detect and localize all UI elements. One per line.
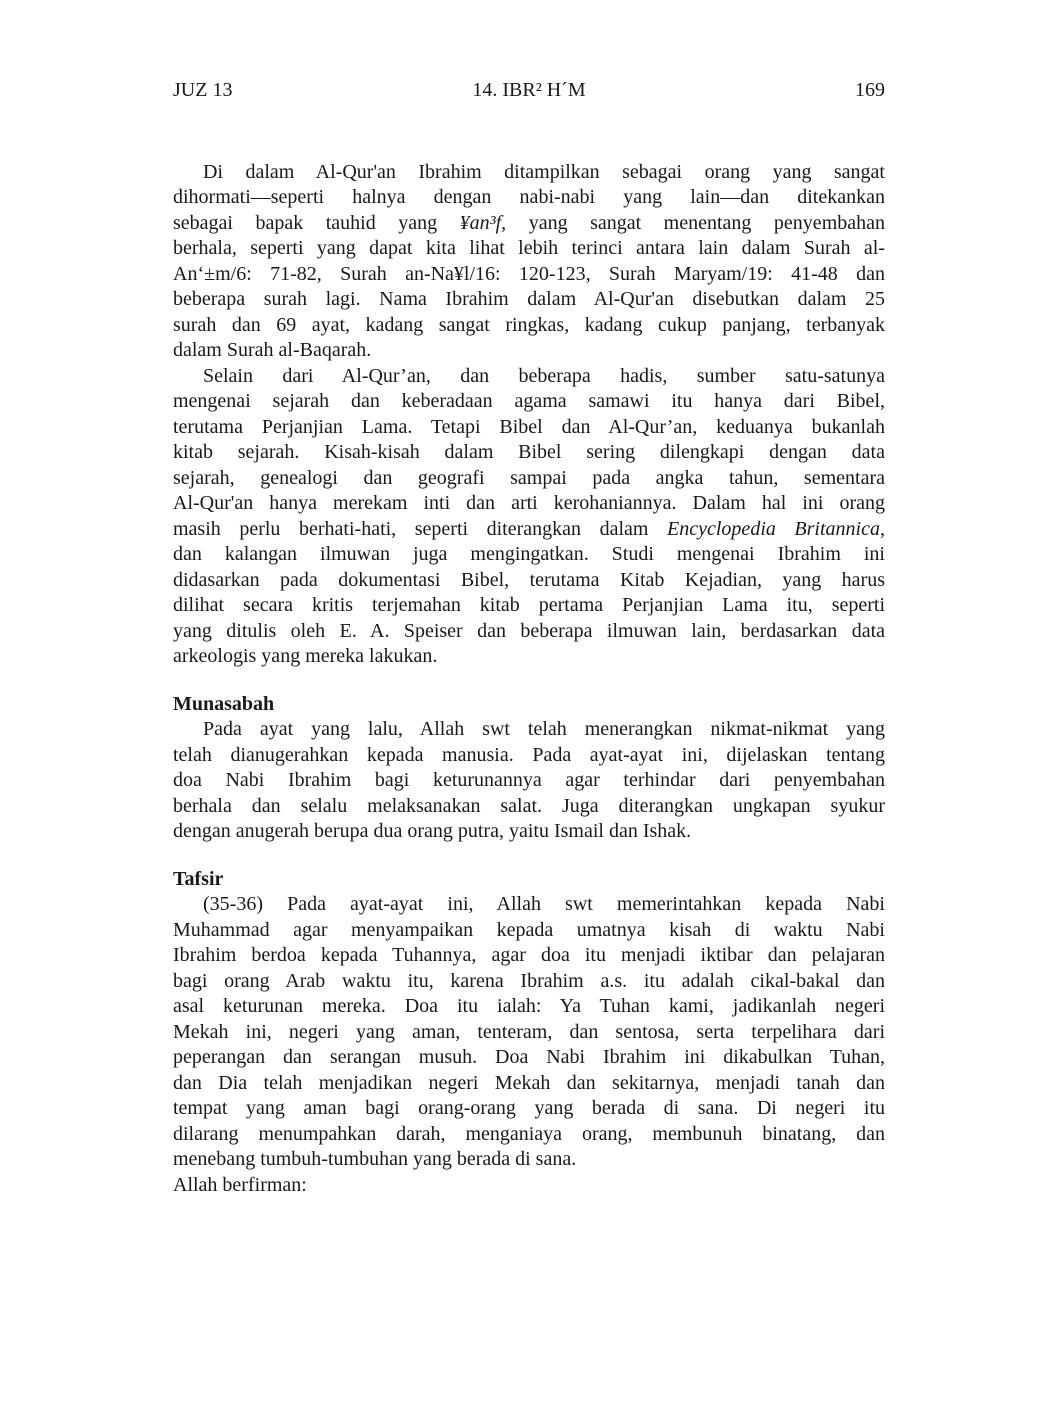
text-line: terutama Perjanjian Lama. Tetapi Bibel dan Al-Qur’an, keduanya bukanlah (173, 415, 885, 438)
text-line: surah dan 69 ayat, kadang sangat ringkas, kadang cukup panjang, terbanyak (173, 313, 885, 336)
text-line: Al-Qur'an hanya merekam inti dan arti kerohaniannya. Dalam hal ini orang (173, 492, 885, 514)
header-surah-title: 14. IBR² H´M (472, 79, 586, 101)
heading-munasabah: Munasabah (173, 692, 275, 715)
closing-line (173, 1173, 885, 1199)
text-line: Muhammad agar menyampaikan kepada umatnya kisah di waktu Nabi (173, 918, 885, 941)
text-line: beberapa surah lagi. Nama Ibrahim dalam Al-Qur'an disebutkan dalam 25 (173, 288, 885, 310)
text-line: asal keturunan mereka. Doa itu ialah: Ya Tuhan kami, jadikanlah negeri (173, 995, 885, 1017)
text-line: Pada ayat yang lalu, Allah swt telah menerangkan nikmat-nikmat yang (203, 718, 885, 740)
text-line: doa Nabi Ibrahim bagi keturunannya agar terhindar dari penyembahan (173, 769, 885, 791)
text-line: dalam Surah al-Baqarah. (173, 339, 372, 361)
text-line: Selain dari Al-Qur’an, dan beberapa hadis, sumber satu-satunya (203, 364, 885, 387)
content (173, 160, 885, 1199)
text-line: dilihat secara kritis terjemahan kitab pertama Perjanjian Lama itu, seperti (173, 594, 885, 616)
text-line: yang ditulis oleh E. A. Speiser dan beberapa ilmuwan lain, berdasarkan data (173, 619, 885, 642)
text-line: dilarang menumpahkan darah, menganiaya orang, membunuh binatang, dan (173, 1122, 885, 1145)
text-line: dan kalangan ilmuwan juga mengingatkan. Studi mengenai Ibrahim ini (173, 543, 885, 565)
text-line: dan Dia telah menjadikan negeri Mekah dan sekitarnya, menjadi tanah dan (173, 1071, 885, 1094)
text-line: dengan anugerah berupa dua orang putra, yaitu Ismail dan Ishak. (173, 820, 692, 842)
text-line: kitab sejarah. Kisah-kisah dalam Bibel sering dilengkapi dengan data (173, 441, 885, 463)
text-line: tempat yang aman bagi orang-orang yang berada di sana. Di negeri itu (173, 1097, 885, 1119)
text-line: didasarkan pada dokumentasi Bibel, terutama Kitab Kejadian, yang harus (173, 568, 885, 591)
text-line: mengenai sejarah dan keberadaan agama samawi itu hanya dari Bibel, (173, 390, 885, 412)
text-line: arkeologis yang mereka lakukan. (173, 645, 438, 667)
text-line: menebang tumbuh-tumbuhan yang berada di sana. (173, 1148, 577, 1170)
tafsir-paragraph (173, 892, 885, 1173)
text-line: sejarah, genealogi dan geografi sampai pada angka tahun, sementara (173, 466, 885, 489)
header-juz-label: JUZ 13 (173, 79, 233, 101)
text-line: sebagai bapak tauhid yang ¥an³f, yang sangat menentang penyembahan (173, 211, 885, 234)
text-line: berhala, seperti yang dapat kita lihat lebih terinci antara lain dalam Surah al- (173, 237, 885, 259)
munasabah-paragraph (173, 717, 885, 845)
heading-tafsir: Tafsir (173, 867, 224, 890)
text-line: dihormati—seperti halnya dengan nabi-nabi yang lain—dan ditekankan (173, 186, 885, 208)
text-area (173, 78, 885, 1198)
text-line: telah dianugerahkan kepada manusia. Pada ayat-ayat ini, dijelaskan tentang (173, 743, 885, 766)
header-page-number: 169 (855, 79, 885, 101)
text-line: peperangan dan serangan musuh. Doa Nabi Ibrahim ini dikabulkan Tuhan, (173, 1046, 885, 1068)
page-header (173, 78, 885, 104)
text-line: An‘±m/6: 71-82, Surah an-Na¥l/16: 120-123, Surah Maryam/19: 41-48 dan (173, 262, 885, 285)
text-line: (35-36) Pada ayat-ayat ini, Allah swt memerintahkan kepada Nabi (203, 893, 885, 915)
text-line: bagi orang Arab waktu itu, karena Ibrahim a.s. itu adalah cikal-bakal dan (173, 969, 885, 992)
text-line: masih perlu berhati-hati, seperti diterangkan dalam Encyclopedia Britannica, (173, 517, 885, 540)
text-line: berhala dan selalu melaksanakan salat. Juga diterangkan ungkapan syukur (173, 794, 885, 817)
intro-paragraph-1 (173, 160, 885, 364)
text-line: Ibrahim berdoa kepada Tuhannya, agar doa itu menjadi iktibar dan pelajaran (173, 944, 885, 966)
text-line: Di dalam Al-Qur'an Ibrahim ditampilkan sebagai orang yang sangat (203, 160, 885, 183)
intro-paragraph-2 (173, 364, 885, 670)
text-line: Allah berfirman: (173, 1173, 307, 1196)
text-line: Mekah ini, negeri yang aman, tenteram, dan sentosa, serta terpelihara dari (173, 1020, 885, 1043)
